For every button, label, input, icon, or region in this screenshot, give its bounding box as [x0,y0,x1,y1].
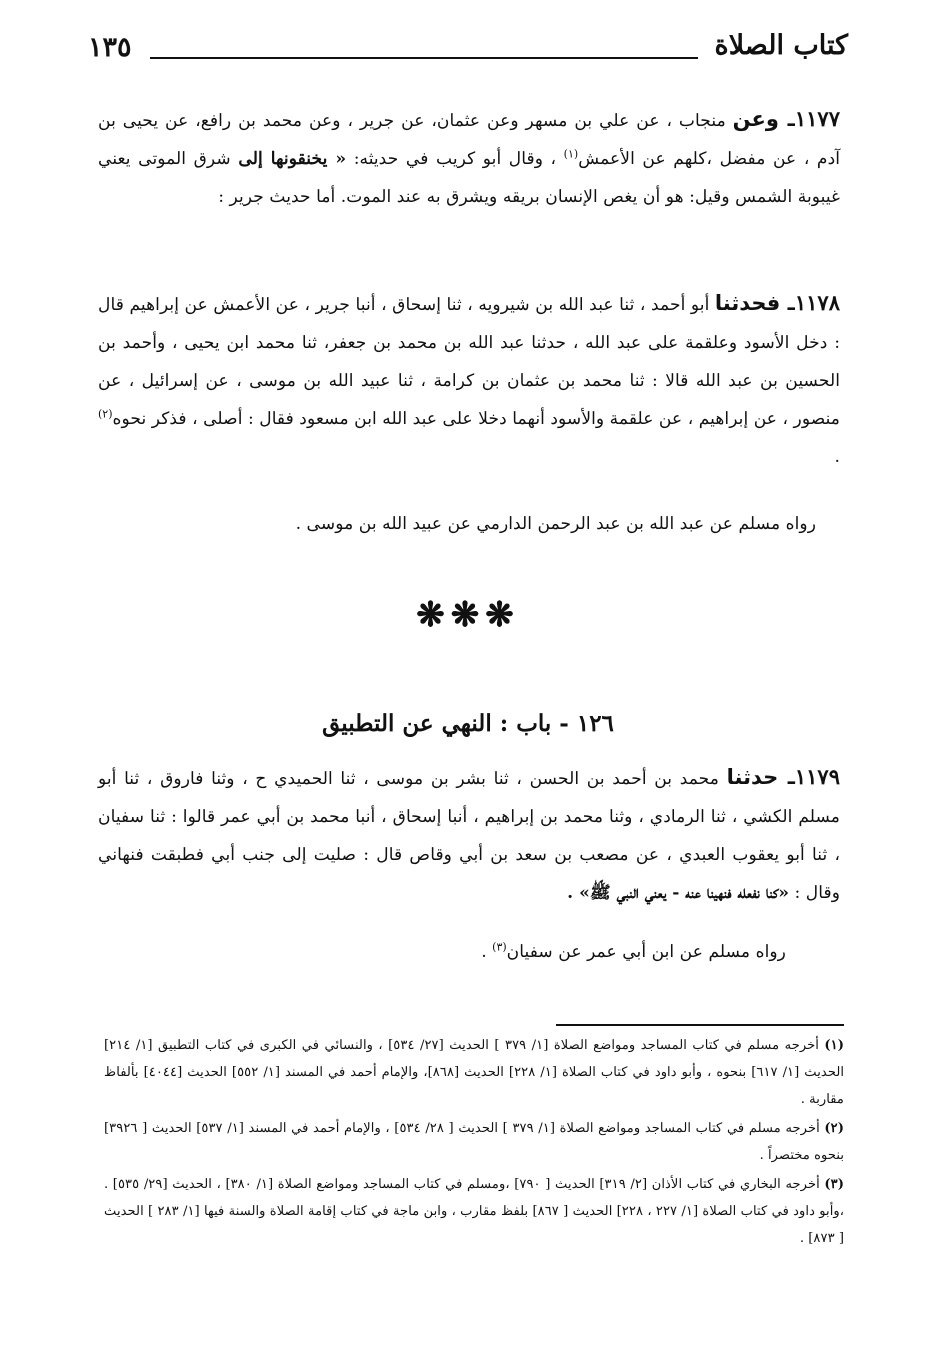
page-number: ١٣٥ [88,32,132,63]
page-header [88,28,848,68]
hadith-text-end: شرق الموتى يعني غيبوبة الشمس وقيل: هو أن يغص الإنسان بريقه ويشرق به عند الموت. أما حديث جرير : [98,149,840,207]
footnotes [104,1032,844,1254]
hadith-quote: « يخنقونها إلى [238,149,347,169]
riwaya-text: رواه مسلم عن ابن أبي عمر عن سفيان [506,942,786,962]
hadith-text: منجاب ، عن علي بن مسهر وعن عثمان، عن جرير ، وعن محمد بن رافع، عن يحيى بن آدم ، عن مفضل ،كلهم عن الأعمش [98,111,840,169]
hadith-number: ١١٧٩ [794,764,840,789]
riwaya-note [481,934,786,970]
hadith-number: ١١٧٧ [794,106,840,131]
footnote-text: أخرجه البخاري في كتاب الأذان [٢/ ٣١٩] الحديث [ ٧٩٠] ،ومسلم في كتاب المساجد ومواضع الصلاة [١/ ٣٨٠] ، الحديث [٢٩/ ٥٣٥] . ،وأبو داود في كتاب الصلاة [١/ ٢٢٧ ، ٢٢٨] الحديث [ ٨٦٧] بلفظ مقارب ، وابن ماجة في كتاب إقامة الصلاة والسنة فيها [١/ ٢٨٣ ] الحديث [ ٨٧٣] . [104,1177,844,1246]
chapter-heading: ١٢٦ - باب : النهي عن التطبيق [322,710,614,737]
footnote-reference[interactable]: (١) [563,147,579,161]
hadith-quote: «كنا نفعله فنهينا عنه - يعني النبي ﷺ» . [567,883,790,903]
footnote-divider [556,1024,844,1026]
hadith-lead: ـ حدثنا [726,765,795,789]
hadith-text: محمد بن أحمد بن الحسن ، ثنا بشر بن موسى ، ثنا الحميدي ح ، وثنا فاروق ، ثنا أبو مسلم الكشي ، ثنا الرمادي ، وثنا محمد بن إبراهيم ، أنبا إسحاق ، أنبا محمد بن أبي عمر قالوا : ثنا سفيان ، ثنا أبو يعقوب العبدي ، عن مصعب بن سعد بن أبي وقاص قال : صليت إلى جنب أبي فطبقت فنهاني وقال : [98,769,840,903]
header-rule [150,57,698,59]
book-title: كتاب الصلاة [714,30,848,61]
footnote-text: أخرجه مسلم في كتاب المساجد ومواضع الصلاة [١/ ٣٧٩ ] الحديث [٢٧/ ٥٣٤] ، والنسائي في الكبرى في كتاب التطبيق [١/ ٢١٤] الحديث [١/ ٦١٧] بنحوه ، وأبو داود في كتاب الصلاة [١/ ٢٢٨] الحديث [٨٦٨]، والإمام أحمد في المسند [١/ ٥٥٢] الحديث [٤٠٤٤] بألفاظ مقاربة . [104,1038,845,1107]
hadith-text-end: . [834,447,840,467]
footnote-text: أخرجه مسلم في كتاب المساجد ومواضع الصلاة [١/ ٣٧٩ ] الحديث [ ٢٨/ ٥٣٤] ، والإمام أحمد في المسند [١/ ٥٣٧] الحديث [ ٣٩٢٦] بنحوه مختصراً . [104,1121,844,1163]
hadith-1178 [98,284,840,476]
hadith-lead: ـ فحدثنا [714,291,795,315]
footnote-number: (٣) [824,1177,844,1192]
hadith-lead: ـ وعن [732,107,795,131]
hadith-text: أبو أحمد ، ثنا عبد الله بن شيرويه ، ثنا إسحاق ، أنبا جرير ، عن الأعمش عن إبراهيم قال : دخل الأسود وعلقمة على عبد الله ، حدثنا عبد الله بن محمد بن جعفر، ثنا محمد ابن يحيى ، وأحمد بن الحسين بن عبد الله قالا : ثنا محمد بن عثمان بن كرامة ، ثنا عبيد الله بن موسى ، عن إسرائيل ، عن منصور ، عن إبراهيم ، عن علقمة والأسود أنهما دخلا على عبد الله ابن مسعود فقال : أصلى ، فذكر نحوه [98,295,840,429]
hadith-number: ١١٧٨ [794,290,840,315]
footnote [104,1171,844,1252]
footnote [104,1032,844,1113]
riwaya-note: رواه مسلم عن عبد الله بن عبد الرحمن الدارمي عن عبيد الله بن موسى . [295,514,816,534]
footnote-reference[interactable]: (٢) [97,407,113,421]
footnote-number: (٢) [824,1121,844,1136]
hadith-1179 [98,758,840,912]
hadith-text-continued: ، وقال أبو كريب في حديثه: [353,149,557,169]
footnote-reference[interactable]: (٣) [492,940,507,954]
riwaya-text-end: . [481,942,487,962]
section-separator: ❋❋❋ [416,595,520,635]
footnote [104,1115,844,1169]
footnote-number: (١) [824,1038,845,1053]
hadith-1177 [98,100,840,216]
